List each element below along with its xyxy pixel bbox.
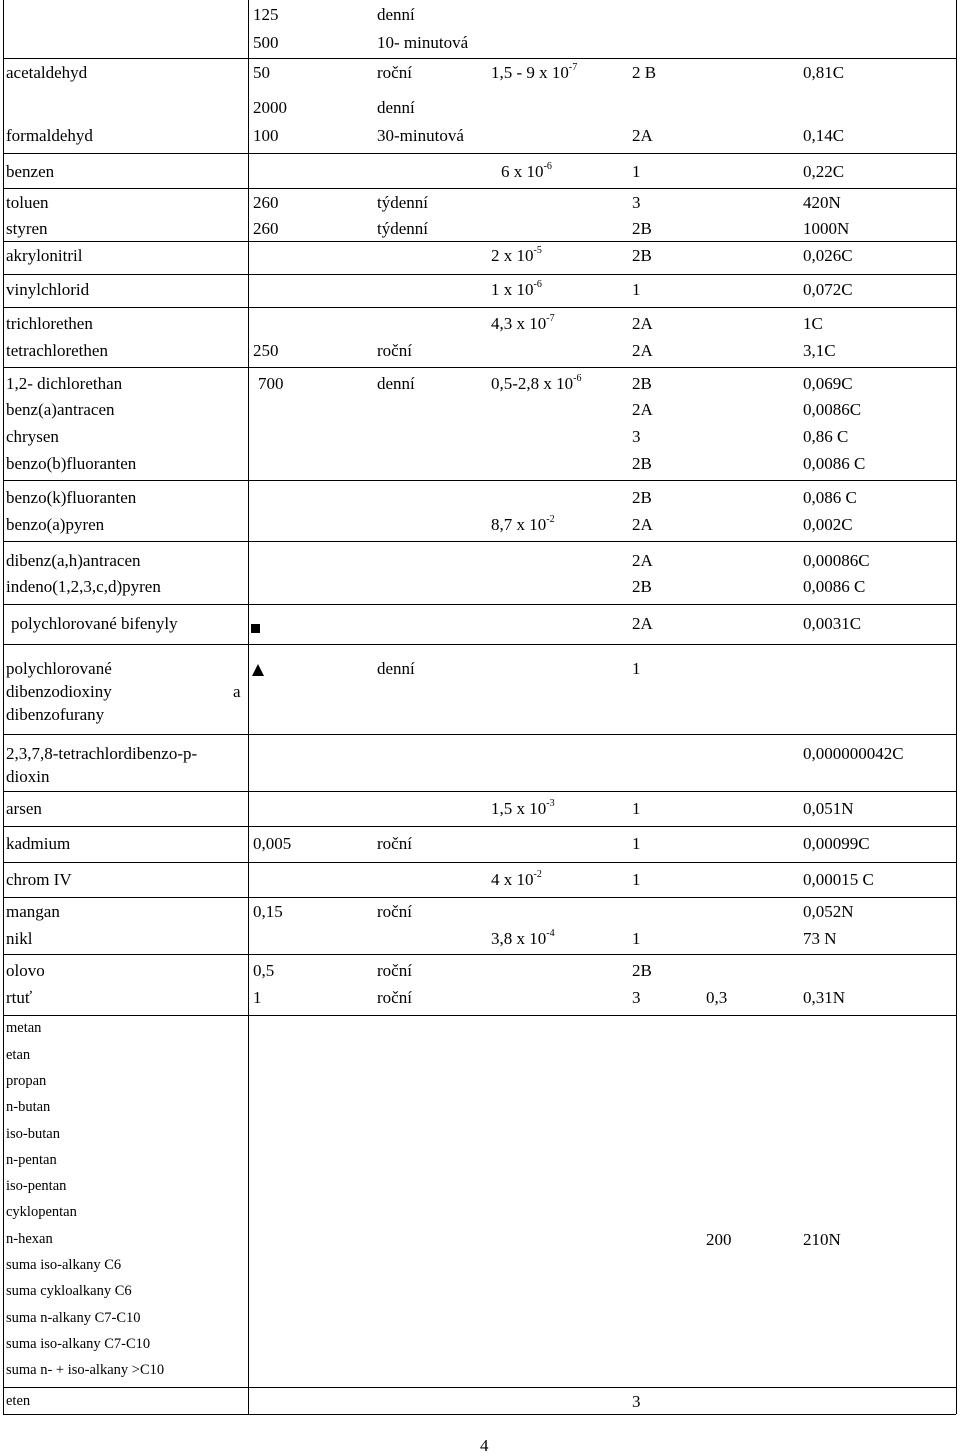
concentration: 73 N [803, 929, 837, 948]
unit-risk: 4,3 x $10^{-7}$ [491, 313, 555, 333]
substance-name-line: 2,3,7,8-tetrachlordibenzo-p- [6, 744, 198, 763]
concentration: 210N [803, 1230, 841, 1249]
period: denní [377, 659, 415, 678]
unit-risk: 8,7 x $10^{-2}$ [491, 514, 555, 534]
header-period-2: 10- minutová [377, 33, 469, 52]
iarc-class: 1 [632, 799, 641, 818]
iarc-class: 2B [632, 961, 652, 980]
substance-name: benzo(k)fluoranten [6, 488, 137, 507]
substance-name: trichlorethen [6, 314, 93, 333]
amount: 50 [253, 63, 270, 82]
substance-name: tetrachlorethen [6, 341, 108, 360]
period: roční [377, 961, 412, 980]
iarc-class: 2A [632, 551, 653, 570]
substance-name: eten [6, 1393, 31, 1409]
substance-name: toluen [6, 193, 49, 212]
list-item: iso-pentan [6, 1178, 67, 1194]
substance-name: arsen [6, 799, 42, 818]
list-item: iso-butan [6, 1126, 60, 1142]
concentration: 1000N [803, 219, 850, 238]
unit-risk: 4 x $10^{-2}$ [491, 869, 542, 889]
substance-name: indeno(1,2,3,c,d)pyren [6, 577, 161, 596]
header-amount-1: 125 [253, 5, 279, 24]
substance-name: chrom IV [6, 870, 72, 889]
amount: 0,005 [253, 834, 292, 853]
substance-name: olovo [6, 961, 45, 980]
concentration: 0,22C [803, 162, 845, 181]
concentration: 0,00086C [803, 551, 870, 570]
substance-name: formaldehyd [6, 126, 93, 145]
list-item: suma n- + iso-alkany >C10 [6, 1362, 165, 1378]
concentration: 0,14C [803, 126, 845, 145]
concentration: 0,086 C [803, 488, 857, 507]
list-item: suma cykloalkany C6 [6, 1283, 132, 1299]
list-item: n-hexan [6, 1231, 53, 1247]
substance-name-line: a [233, 682, 241, 701]
amount: 700 [258, 374, 284, 393]
substance-name: styren [6, 219, 48, 238]
concentration: 420N [803, 193, 841, 212]
iarc-class: 3 [632, 193, 641, 212]
period: roční [377, 988, 412, 1007]
iarc-class: 3 [632, 988, 641, 1007]
period: roční [377, 834, 412, 853]
substance-name: 1,2- dichlorethan [6, 374, 123, 393]
iarc-class: 3 [632, 1392, 641, 1411]
iarc-class: 2 B [632, 63, 657, 82]
substance-name: kadmium [6, 834, 71, 853]
concentration: 0,0086 C [803, 454, 866, 473]
period: denní [377, 374, 415, 393]
iarc-class: 2A [632, 126, 653, 145]
iarc-class: 2B [632, 577, 652, 596]
list-item: n-pentan [6, 1152, 57, 1168]
concentration: 0,31N [803, 988, 846, 1007]
iarc-class: 1 [632, 162, 641, 181]
substance-name: rtuť [6, 988, 33, 1007]
substance-name: akrylonitril [6, 246, 83, 265]
substance-name: benzen [6, 162, 55, 181]
list-item: suma iso-alkany C7-C10 [6, 1336, 151, 1352]
list-item: propan [6, 1073, 47, 1089]
period: roční [377, 341, 412, 360]
substance-name-line: dibenzodioxiny [6, 682, 112, 701]
substance-name-line: dioxin [6, 767, 50, 786]
concentration: 1C [803, 314, 823, 333]
amount: 1 [253, 988, 262, 1007]
unit-risk: 6 x $10^{-6}$ [501, 161, 552, 181]
unit-risk: 1,5 x $10^{-3}$ [491, 798, 555, 818]
amount: 260 [253, 193, 279, 212]
iarc-class: 1 [632, 870, 641, 889]
substance-name: vinylchlorid [6, 280, 90, 299]
substance-name: benzo(a)pyren [6, 515, 105, 534]
page-number: 4 [480, 1436, 489, 1455]
concentration: 0,0086C [803, 400, 862, 419]
iarc-class: 2A [632, 515, 653, 534]
substance-name: nikl [6, 929, 33, 948]
list-item: cyklopentan [6, 1204, 77, 1220]
iarc-class: 2A [632, 400, 653, 419]
square-marker-icon [251, 619, 260, 637]
amount: 0,15 [253, 902, 283, 921]
concentration: 0,0086 C [803, 577, 866, 596]
concentration: 0,86 C [803, 427, 849, 446]
list-item: suma n-alkany C7-C10 [6, 1310, 141, 1326]
header-amount-2: 500 [253, 33, 279, 52]
period: týdenní [377, 193, 428, 212]
list-item: suma iso-alkany C6 [6, 1257, 122, 1273]
iarc-class: 2A [632, 341, 653, 360]
concentration: 0,069C [803, 374, 853, 393]
substance-name-line: polychlorované [6, 659, 112, 678]
substance-name: chrysen [6, 427, 59, 446]
period: týdenní [377, 219, 428, 238]
concentration: 0,0031C [803, 614, 862, 633]
period: 30-minutová [377, 126, 464, 145]
iarc-class: 2B [632, 374, 652, 393]
unit-risk: 1 x $10^{-6}$ [491, 279, 542, 299]
concentration: 0,000000042C [803, 744, 904, 763]
amount: 250 [253, 341, 279, 360]
concentration: 0,072C [803, 280, 853, 299]
unit-risk: 2 x $10^{-5}$ [491, 245, 542, 265]
concentration: 0,002C [803, 515, 853, 534]
substance-name: acetaldehyd [6, 63, 88, 82]
iarc-class: 2B [632, 454, 652, 473]
iarc-class: 2A [632, 614, 653, 633]
substance-name: dibenz(a,h)antracen [6, 551, 141, 570]
concentration: 0,052N [803, 902, 854, 921]
concentration: 0,00099C [803, 834, 870, 853]
value-col6: 0,3 [706, 988, 728, 1007]
list-item: n-butan [6, 1099, 51, 1115]
concentration: 0,81C [803, 63, 845, 82]
list-item: etan [6, 1047, 31, 1063]
iarc-class: 1 [632, 659, 641, 678]
value-col6: 200 [706, 1230, 732, 1249]
iarc-class: 2B [632, 246, 652, 265]
substance-name: polychlorované bifenyly [11, 614, 178, 633]
triangle-marker-icon [252, 662, 264, 680]
period: roční [377, 902, 412, 921]
unit-risk: 3,8 x $10^{-4}$ [491, 928, 555, 948]
concentration: 0,051N [803, 799, 854, 818]
substance-name: mangan [6, 902, 60, 921]
header-period-1: denní [377, 5, 415, 24]
substance-name-line: dibenzofurany [6, 705, 105, 724]
iarc-class: 2B [632, 219, 652, 238]
period: denní [377, 98, 415, 117]
amount: 260 [253, 219, 279, 238]
unit-risk: 0,5-2,8 x $10^{-6}$ [491, 373, 582, 393]
amount: 2000 [253, 98, 287, 117]
concentration: 3,1C [803, 341, 836, 360]
amount: 100 [253, 126, 279, 145]
iarc-class: 1 [632, 834, 641, 853]
iarc-class: 3 [632, 427, 641, 446]
unit-risk: 1,5 - 9 x $10^{-7}$ [491, 62, 578, 82]
iarc-class: 1 [632, 280, 641, 299]
period: roční [377, 63, 412, 82]
iarc-class: 1 [632, 929, 641, 948]
substance-name: benz(a)antracen [6, 400, 115, 419]
list-item: metan [6, 1020, 42, 1036]
concentration: 0,00015 C [803, 870, 874, 889]
concentration: 0,026C [803, 246, 853, 265]
amount: 0,5 [253, 961, 275, 980]
iarc-class: 2A [632, 314, 653, 333]
iarc-class: 2B [632, 488, 652, 507]
substance-name: benzo(b)fluoranten [6, 454, 137, 473]
